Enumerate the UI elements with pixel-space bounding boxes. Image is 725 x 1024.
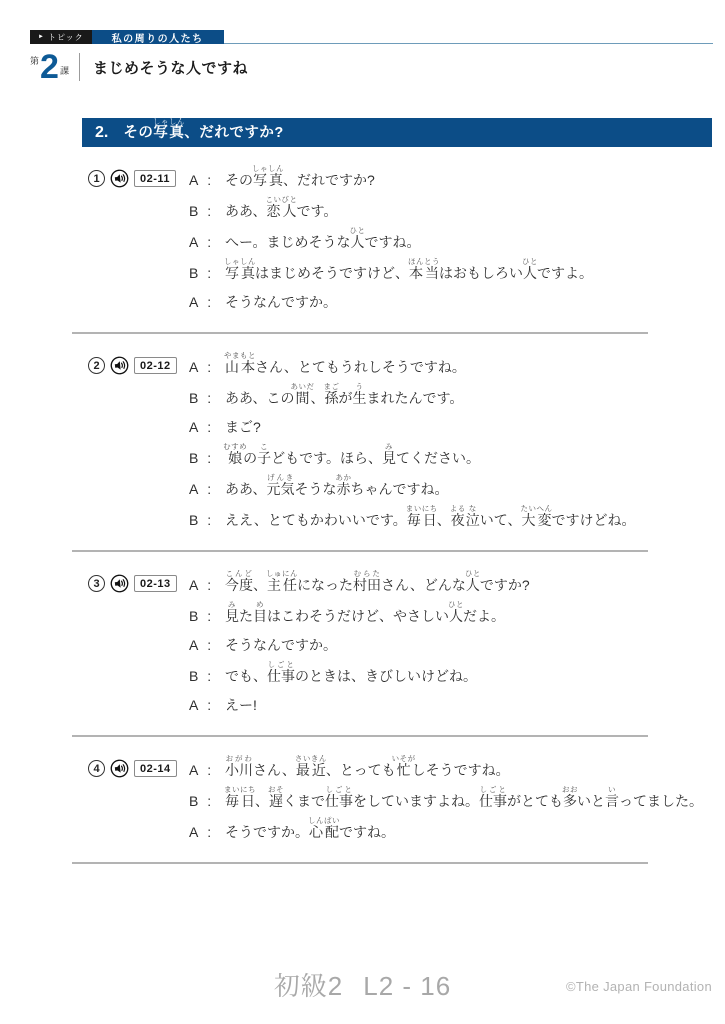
speaker-colon: : (207, 481, 212, 497)
dialogue-line (189, 473, 648, 504)
speaker-label: A (189, 172, 199, 188)
section-number: 2. (95, 123, 109, 141)
dialogue-text: 写真しゃしんはまじめそうですけど、本当ほんとうはおもしろい人ひとですよ。 (224, 257, 594, 281)
speaker-colon: : (207, 824, 212, 840)
speaker-label: B (189, 668, 199, 684)
dialogue-line (189, 816, 703, 847)
speaker-icon (109, 758, 130, 779)
speaker-colon: : (207, 668, 212, 684)
copyright-notice: ©The Japan Foundation (566, 979, 712, 994)
dialogue-number: 1 (88, 170, 105, 187)
speaker-label: A (189, 577, 199, 593)
speaker-label: B (189, 265, 199, 281)
speaker-label: B (189, 512, 199, 528)
dialogue-line (189, 631, 648, 660)
dialogue-text: ああ、この間あいだ、孫まごが生うまれたんです。 (225, 382, 464, 406)
section-banner (82, 118, 712, 147)
dialogue-line (189, 351, 648, 382)
speaker-colon: : (207, 234, 212, 250)
dialogue-text: ああ、元気げんきそうな赤あかちゃんですね。 (225, 473, 449, 497)
dialogue-text: 小川おがわさん、最近さいきん、とっても忙いそがしそうですね。 (225, 754, 510, 778)
page-number: L2 - 16 (363, 971, 452, 1001)
speaker-colon: : (207, 203, 212, 219)
audio-track-label: 02-11 (134, 170, 176, 187)
speaker-colon: : (207, 450, 212, 466)
dialogue-line (189, 195, 648, 226)
dialogue-text: でも、仕事しごとのときは、きびしいけどね。 (225, 660, 478, 684)
speaker-colon: : (207, 390, 212, 406)
dialogue-lines (189, 754, 703, 847)
speaker-colon: : (207, 793, 212, 809)
speaker-colon: : (207, 697, 212, 713)
dialogue-line (189, 600, 648, 631)
audio-play-button[interactable] (109, 573, 130, 594)
dialogue-text: その写真しゃしん、だれですか? (225, 164, 375, 188)
speaker-label: B (189, 390, 199, 406)
dialogue-line (189, 754, 703, 785)
audio-play-button[interactable] (109, 355, 130, 376)
dialogue-line (189, 257, 648, 288)
lesson-suffix: 課 (59, 65, 69, 76)
topic-title-bar (92, 30, 224, 44)
dialogue-line (189, 413, 648, 442)
speaker-label: A (189, 697, 199, 713)
speaker-label: A (189, 294, 199, 310)
dialogue-block (72, 147, 648, 334)
dialogue-meta (72, 351, 189, 380)
speaker-label: A (189, 762, 199, 778)
dialogue-text: 山本やまもとさん、とてもうれしそうですね。 (224, 351, 466, 375)
speaker-icon (109, 573, 130, 594)
dialogue-meta (72, 754, 189, 783)
lesson-header (30, 48, 725, 86)
lesson-divider (79, 53, 80, 81)
dialogue-meta (72, 164, 189, 193)
topic-tag (30, 30, 92, 44)
topic-arrow-icon: ► (38, 34, 45, 40)
speaker-label: A (189, 481, 199, 497)
audio-play-button[interactable] (109, 168, 130, 189)
dialogue-text: ええ、とてもかわいいです。毎日まいにち、夜よる泣ないて、大変たいへんですけどね。 (225, 504, 636, 528)
dialogue-meta (72, 569, 189, 598)
dialogue-line (189, 504, 648, 535)
lesson-number-value: 2 (40, 48, 59, 86)
dialogue-text: えー! (225, 697, 257, 713)
dialogue-text: そうなんですか。 (225, 294, 338, 310)
speaker-colon: : (207, 637, 212, 653)
dialogue-line (189, 226, 648, 257)
dialogue-text: 今度こんど、主任しゅにんになった村田むらたさん、どんな人ひとですか? (225, 569, 530, 593)
dialogue-block (72, 334, 648, 552)
dialogue-text: そうなんですか。 (225, 637, 338, 653)
lesson-number (30, 50, 69, 84)
book-level: 初級2 (273, 971, 344, 1001)
dialogue-text: まご? (225, 419, 261, 435)
dialogue-text: 見みた目めはこわそうだけど、やさしい人ひとだよ。 (225, 600, 506, 624)
audio-play-button[interactable] (109, 758, 130, 779)
dialogue-line (189, 442, 648, 473)
header-rule (224, 43, 713, 44)
speaker-colon: : (207, 608, 212, 624)
speaker-label: B (189, 203, 199, 219)
topic-header (30, 30, 725, 44)
speaker-label: A (189, 637, 199, 653)
topic-title: 私の周りの人たち (111, 33, 204, 45)
speaker-colon: : (207, 577, 212, 593)
dialogue-line (189, 382, 648, 413)
audio-track-label: 02-13 (134, 575, 177, 592)
dialogue-lines (189, 569, 648, 720)
audio-track-label: 02-12 (134, 357, 177, 374)
dialogue-line (189, 660, 648, 691)
audio-track-label: 02-14 (134, 760, 177, 777)
section-title: その写真しゃしん、だれですか? (123, 117, 284, 141)
dialogue-line (189, 691, 648, 720)
speaker-label: A (189, 824, 199, 840)
speaker-colon: : (207, 265, 212, 281)
dialogue-block (72, 737, 704, 864)
speaker-icon (109, 168, 130, 189)
lesson-title: まじめそうな人ですね (92, 59, 248, 77)
dialogue-line (189, 785, 703, 816)
dialogue-block (72, 552, 648, 737)
dialogue-lines (189, 351, 648, 535)
dialogue-number: 4 (88, 760, 105, 777)
dialogue-line (189, 288, 648, 317)
dialogue-number: 2 (88, 357, 105, 374)
speaker-label: A (189, 419, 199, 435)
dialogue-list (72, 147, 704, 864)
dialogue-text: へー。まじめそうな人ひとですね。 (225, 226, 421, 250)
dialogue-text: ああ、恋人こいびとです。 (225, 195, 338, 219)
dialogue-number: 3 (88, 575, 105, 592)
speaker-label: A (189, 234, 199, 250)
speaker-colon: : (207, 172, 212, 188)
speaker-icon (109, 355, 130, 376)
dialogue-text: 娘むすめの子こどもです。ほら、見みてください。 (223, 442, 480, 466)
speaker-colon: : (207, 419, 212, 435)
dialogue-line (189, 569, 648, 600)
speaker-label: B (189, 450, 199, 466)
speaker-colon: : (207, 512, 212, 528)
speaker-colon: : (207, 294, 212, 310)
speaker-colon: : (207, 762, 212, 778)
topic-tag-label: トピック (47, 32, 84, 42)
dialogue-line (189, 164, 648, 195)
speaker-label: B (189, 793, 199, 809)
speaker-label: B (189, 608, 199, 624)
dialogue-text: 毎日まいにち、遅おそくまで仕事しごとをしていますよね。仕事しごとがとても多おおいと言いってました。 (224, 785, 704, 809)
dialogue-lines (189, 164, 648, 317)
lesson-prefix: 第 (30, 56, 40, 66)
speaker-label: A (189, 359, 199, 375)
dialogue-text: そうですか。心配しんぱいですね。 (225, 816, 396, 840)
speaker-colon: : (207, 359, 212, 375)
